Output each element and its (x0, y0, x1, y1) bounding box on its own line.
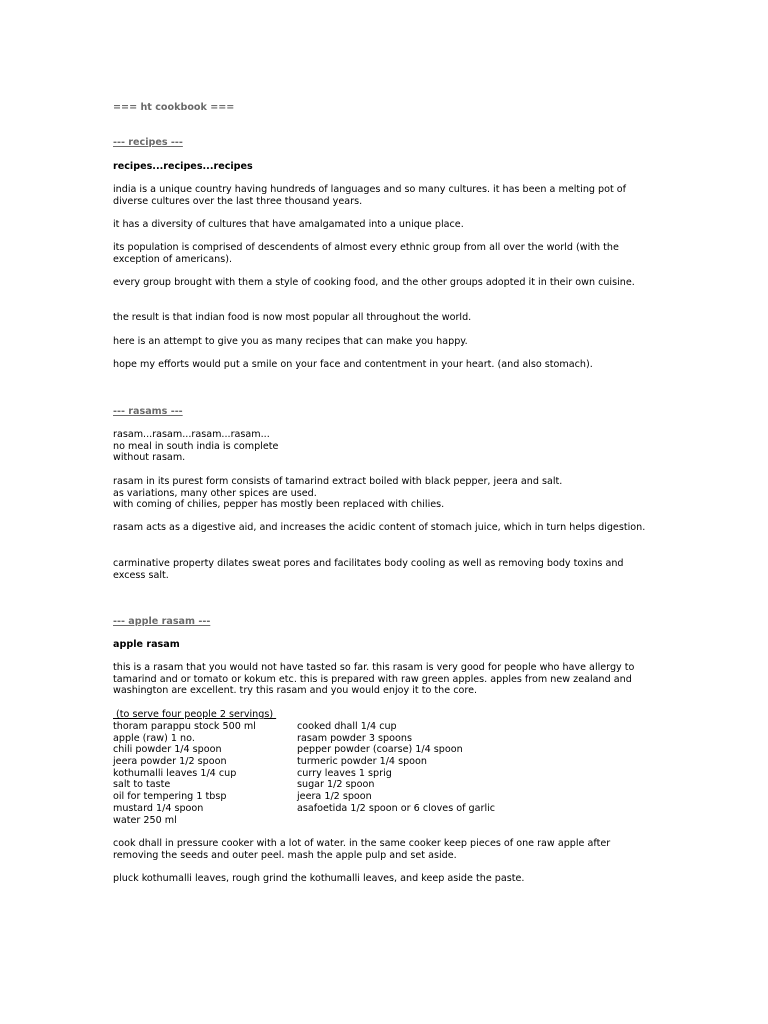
ingredient-item: cooked dhall 1/4 cup (297, 721, 397, 732)
text-line: rasam in its purest form consists of tamarind extract boiled with black pepper, jeera and salt. (113, 476, 563, 487)
ingredient-row (113, 756, 658, 768)
ingredient-item: mustard 1/4 spoon (113, 802, 204, 814)
ingredient-item: jeera 1/2 spoon (297, 791, 372, 803)
section-heading-apple-rasam: --- apple rasam --- (113, 616, 211, 627)
ingredient-item: sugar 1/2 spoon (297, 779, 375, 791)
ingredient-item: apple (raw) 1 no. (113, 732, 195, 744)
ingredient-item: salt to taste (113, 779, 171, 791)
ingredient-row (113, 815, 658, 827)
ingredient-item: chili powder 1/4 spoon (113, 744, 222, 756)
paragraph: it has a diversity of cultures that have amalgamated into a unique place. (113, 219, 464, 230)
ingredient-item: pepper powder (coarse) 1/4 spoon (297, 744, 463, 756)
ingredients-table (113, 721, 658, 826)
paragraph: india is a unique country having hundreds of languages and so many cultures. it has been a melting pot of diverse cultures over the last three thousand years. (113, 184, 627, 207)
ingredient-item: water 250 ml (113, 814, 177, 826)
paragraph: cook dhall in pressure cooker with a lot of water. in the same cooker keep pieces of one raw apple after removing the seeds and outer peel. mash the apple pulp and set aside. (113, 838, 611, 861)
ingredient-row (113, 779, 658, 791)
recipes-subheading: recipes...recipes...recipes (113, 161, 253, 172)
text-line: as variations, many other spices are used. (113, 487, 317, 499)
ingredient-row (113, 768, 658, 780)
section-heading-rasams: --- rasams --- (113, 406, 183, 417)
ingredient-row (113, 803, 658, 815)
ingredient-item: thoram parappu stock 500 ml (113, 721, 256, 732)
serving-note (113, 709, 658, 721)
text-line: rasam...rasam...rasam...rasam... (113, 429, 270, 440)
paragraph: rasam acts as a digestive aid, and increases the acidic content of stomach juice, which in turn helps digestion. (113, 522, 646, 533)
rasam-intro-block (113, 429, 658, 464)
text-line: with coming of chilies, pepper has mostly been replaced with chilies. (113, 499, 445, 511)
ingredient-item: oil for tempering 1 tbsp (113, 791, 227, 803)
paragraph: this is a rasam that you would not have tasted so far. this rasam is very good for people who have allergy to tamarind and or tomato or kokum etc. this is prepared with raw green apples. apples from new zealand and washington are excellent. try this rasam and you would enjoy it to the core. (113, 662, 635, 697)
ingredient-row (113, 791, 658, 803)
ingredient-row (113, 733, 658, 745)
ingredient-item: turmeric powder 1/4 spoon (297, 756, 427, 768)
rasam-form-block (113, 476, 658, 511)
document-title: === ht cookbook === (113, 102, 235, 113)
paragraph: hope my efforts would put a smile on your face and contentment in your heart. (and also stomach). (113, 359, 593, 370)
paragraph: the result is that indian food is now most popular all throughout the world. (113, 312, 472, 323)
paragraph: every group brought with them a style of cooking food, and the other groups adopted it in their own cuisine. (113, 277, 635, 288)
ingredient-item: jeera powder 1/2 spoon (113, 756, 227, 768)
ingredient-row (113, 744, 658, 756)
text-line: without rasam. (113, 452, 186, 464)
ingredient-item: rasam powder 3 spoons (297, 732, 412, 744)
ingredient-item: kothumalli leaves 1/4 cup (113, 767, 237, 779)
ingredient-row (113, 721, 658, 733)
paragraph: carminative property dilates sweat pores and facilitates body cooling as well as removing body toxins and excess salt. (113, 558, 624, 581)
ingredient-item: asafoetida 1/2 spoon or 6 cloves of garlic (297, 802, 496, 814)
paragraph: here is an attempt to give you as many recipes that can make you happy. (113, 336, 468, 347)
apple-rasam-subheading: apple rasam (113, 639, 180, 650)
text-line: no meal in south india is complete (113, 440, 279, 452)
serving-note-text: (to serve four people 2 servings) (113, 709, 277, 720)
paragraph: pluck kothumalli leaves, rough grind the kothumalli leaves, and keep aside the paste. (113, 873, 525, 884)
section-heading-recipes: --- recipes --- (113, 137, 183, 148)
paragraph: its population is comprised of descendents of almost every ethnic group from all over the world (with the exception of americans). (113, 242, 619, 265)
ingredient-item: curry leaves 1 sprig (297, 767, 392, 779)
